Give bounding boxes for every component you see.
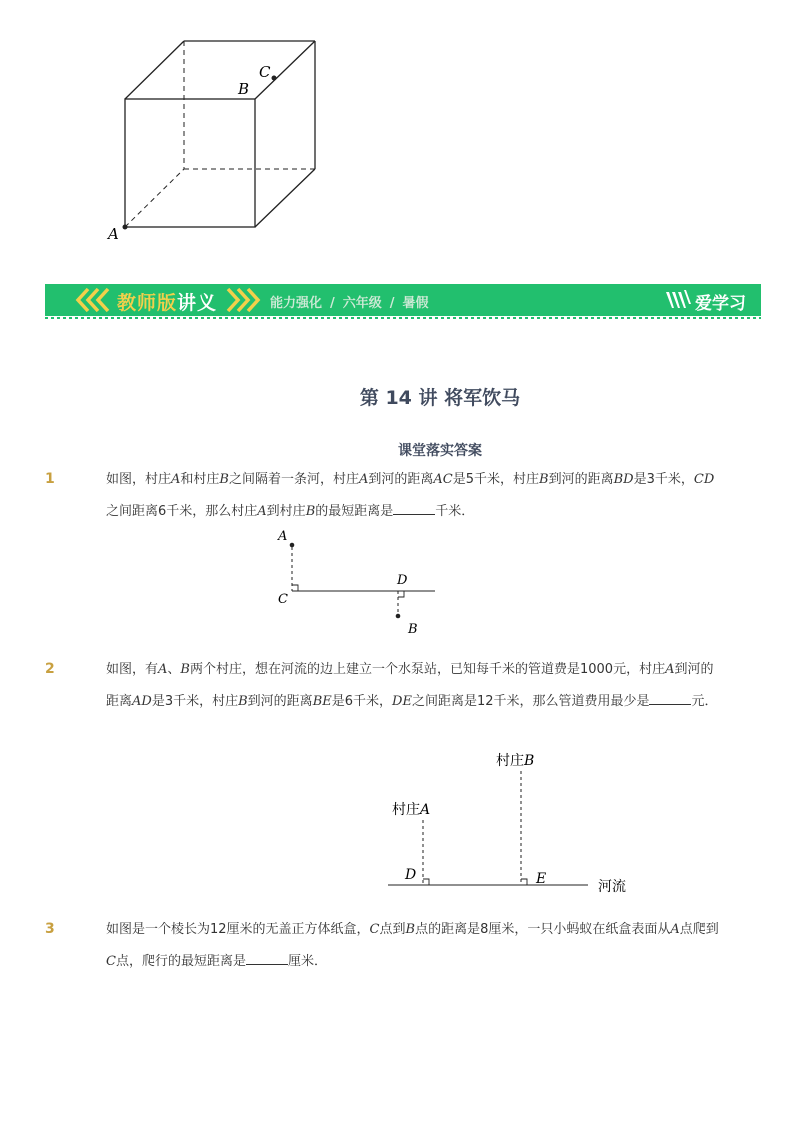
banner-tag-left: 教师版 — [117, 292, 178, 314]
label-b: B — [238, 80, 250, 98]
label-village-b: 村庄B — [496, 753, 535, 769]
answer-blank[interactable] — [393, 500, 435, 515]
right-angle-d — [423, 879, 429, 885]
question-number: 2 — [45, 661, 55, 677]
banner-dotted-line — [45, 317, 761, 319]
breadcrumb-item: 暑假 — [402, 296, 429, 311]
question-number: 3 — [45, 921, 55, 937]
breadcrumb-item: 六年级 — [342, 296, 382, 311]
label-c: C — [259, 63, 271, 81]
label-river: 河流 — [598, 879, 626, 895]
chevron-right-icon — [222, 287, 264, 313]
label-a: A — [108, 225, 119, 243]
point-a — [290, 543, 295, 548]
label-b: B — [408, 622, 418, 637]
brand-name: 爱学习 — [695, 294, 746, 314]
right-angle-c — [292, 585, 298, 591]
point-b — [396, 614, 401, 619]
label-a: A — [278, 529, 288, 544]
cube-edge — [125, 41, 184, 99]
breadcrumb-separator: / — [389, 296, 395, 311]
point-a — [123, 225, 128, 230]
answer-blank[interactable] — [246, 950, 288, 965]
answer-blank[interactable] — [649, 690, 691, 705]
question-number: 1 — [45, 471, 55, 487]
cube-hidden-edge — [125, 169, 184, 227]
label-d: D — [397, 573, 408, 588]
right-angle-e — [521, 879, 527, 885]
label-e: E — [536, 871, 547, 887]
question-text: 如图，有A、B两个村庄，想在河流的边上建立一个水泵站，已知每千米的管道费是1000元，村庄A到河的距离AD是3千米，村庄B到河的距离BE是6千米，DE之间距离是12千米，那么管道费用最少是 元． — [106, 662, 718, 709]
cube-figure — [100, 30, 330, 250]
question-text: 如图是一个棱长为12厘米的无盖正方体纸盒，C点到B点的距离是8厘米，一只小蚂蚁在纸盒表面从A点爬到C点，爬行的最短距离是 厘米． — [106, 922, 719, 969]
right-angle-d — [398, 591, 404, 597]
breadcrumb — [270, 292, 429, 311]
point-c — [272, 76, 277, 81]
chevron-left-icon — [72, 287, 114, 313]
section-title: 课堂落实答案 — [398, 443, 482, 459]
breadcrumb-separator: / — [330, 296, 335, 311]
label-c: C — [278, 592, 288, 607]
breadcrumb-item: 能力强化 — [270, 296, 323, 311]
lecture-title: 第 14 讲 将军饮马 — [359, 387, 521, 409]
label-d: D — [405, 867, 417, 883]
banner-tag — [117, 288, 217, 315]
banner-tag-right: 讲义 — [177, 292, 218, 314]
label-village-a: 村庄A — [392, 802, 431, 818]
question-1-figure — [270, 525, 450, 640]
cube-edge — [255, 169, 315, 227]
question-2-figure — [380, 745, 650, 895]
question-text: 如图，村庄A和村庄B之间隔着一条河，村庄A到河的距离AC是5千米，村庄B到河的距离BD是3千米，CD之间距离6千米，那么村庄A到村庄B的最短距离是 千米． — [106, 472, 715, 519]
brand-logo-icon — [664, 288, 692, 312]
